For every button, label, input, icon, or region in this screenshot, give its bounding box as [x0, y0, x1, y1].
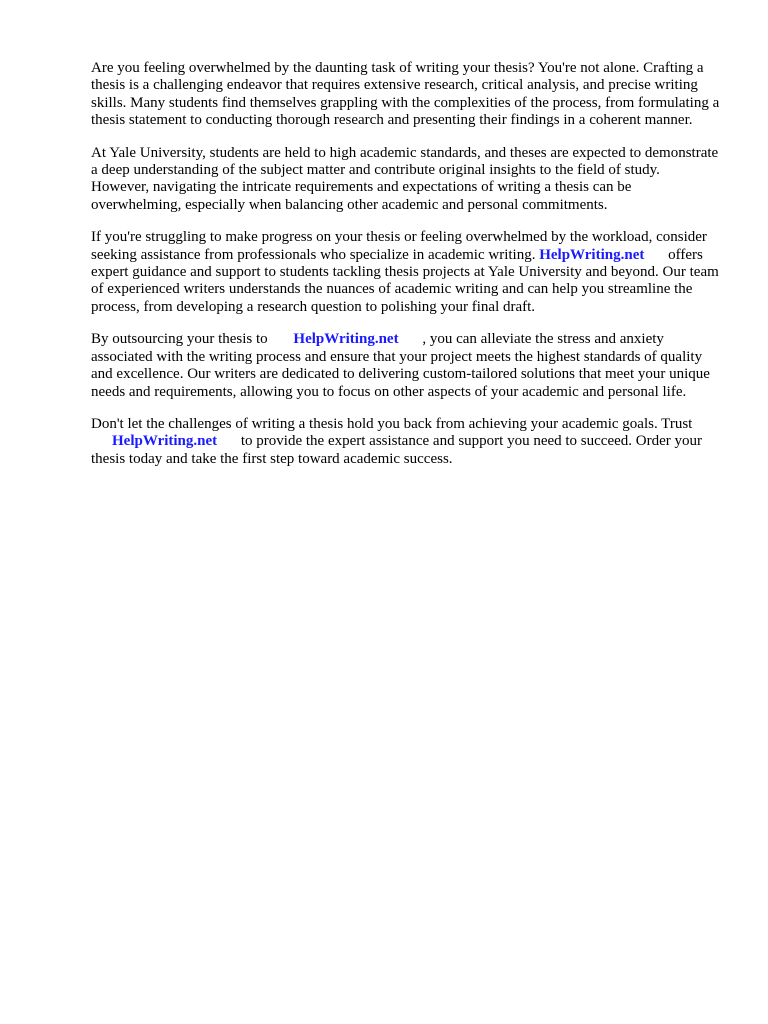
paragraph-text: Don't let the challenges of writing a thesis hold you back from achieving your academic goals. Trust [91, 415, 693, 432]
helpwriting-link[interactable]: HelpWriting.net [539, 246, 645, 263]
paragraph-text: By outsourcing your thesis to [91, 331, 268, 348]
paragraph-closing [91, 416, 721, 468]
paragraph-text: At Yale University, students are held to high academic standards, and theses are expected to demonstrate a deep understanding of the subject matter and contribute original insights to the field of study. However, navigating the intricate requirements and expectations of writing a thesis can be overwhelming, especially when balancing other academic and personal commitments. [91, 144, 719, 213]
paragraph-text: , you can alleviate the stress and anxiety associated with the writing process and ensure that your project meets the highest standards of quality and excellence. Our writers are dedicated to delivering custom-tailored solutions that meet your unique needs and requirements, allowing you to focus on other aspects of your academic and personal life. [91, 331, 710, 400]
helpwriting-link[interactable]: HelpWriting.net [112, 433, 218, 450]
paragraph-intro [91, 60, 721, 130]
paragraph-assistance [91, 229, 721, 316]
paragraph-text: offers expert guidance and support to students tackling thesis projects at Yale University and beyond. Our team of experienced writers understands the nuances of academic writing and can help you streamline the process, from developing a research question to polishing your final draft. [91, 246, 719, 315]
paragraph-text: to provide the expert assistance and support you need to succeed. Order your thesis today and take the first step toward academic success. [91, 433, 702, 467]
document-body [91, 60, 721, 483]
paragraph-yale [91, 145, 721, 215]
paragraph-outsourcing [91, 331, 721, 401]
paragraph-text: Are you feeling overwhelmed by the daunting task of writing your thesis? You're not alone. Crafting a thesis is a challenging endeavor that requires extensive research, critical analysis, and precise writing skills. Many students find themselves grappling with the complexities of the process, from formulating a thesis statement to conducting thorough research and presenting their findings in a coherent manner. [91, 60, 720, 129]
helpwriting-link[interactable]: HelpWriting.net [293, 331, 399, 348]
paragraph-text: If you're struggling to make progress on your thesis or feeling overwhelmed by the workload, consider seeking assistance from professionals who specialize in academic writing. [91, 229, 707, 263]
